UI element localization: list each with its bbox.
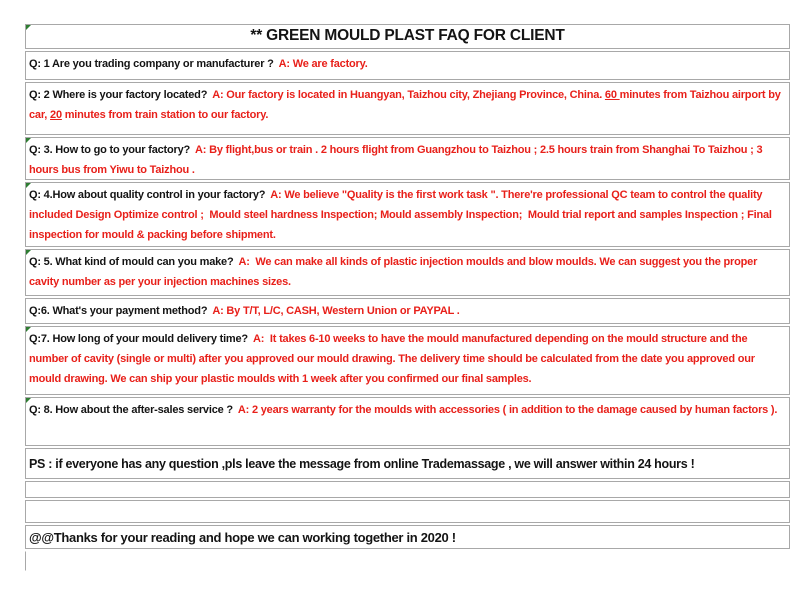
empty-cell-1[interactable] (25, 481, 790, 498)
faq-row-q6[interactable] (25, 298, 790, 324)
answer-segment: minutes from Taizhou airport by car, (29, 89, 784, 121)
cell-flag-icon (26, 183, 31, 188)
closing-cell[interactable] (25, 525, 790, 549)
title-cell[interactable] (25, 24, 790, 49)
question-text: Q: 4.How about quality control in your factory? (29, 189, 266, 201)
answer-text: A: By flight,bus or train . 2 hours flight from Guangzhou to Taizhou ; 2.5 hours train from Shanghai To Taizhou ; 3 hours bus from Yiwu to Taizhou . (29, 144, 766, 176)
question-text: Q: 2 Where is your factory located? (29, 89, 208, 101)
question-text: Q:7. How long of your mould delivery time? (29, 333, 248, 345)
cell-flag-icon (26, 327, 31, 332)
closing-text: @@Thanks for your reading and hope we can working together in 2020 ! (29, 530, 456, 545)
faq-row-q2[interactable] (25, 82, 790, 135)
question-text: Q: 8. How about the after-sales service ? (29, 404, 233, 416)
faq-row-q1[interactable] (25, 51, 790, 80)
answer-text: A: By T/T, L/C, CASH, Western Union or PAYPAL . (212, 305, 460, 317)
empty-cell-3[interactable] (25, 551, 790, 571)
question-text: Q: 1 Are you trading company or manufacturer ? (29, 58, 274, 70)
answer-text: A: We believe "Quality is the first work task ". There're professional QC team to control the quality included Design Optimize control ; Mould steel hardness Inspection; Mould assembly Inspection; Mould trial report and samples Inspection ; Final inspection for mould & packing before shipment. (29, 189, 775, 241)
faq-row-q3[interactable] (25, 137, 790, 180)
faq-row-q5[interactable] (25, 249, 790, 296)
answer-text: A: We can make all kinds of plastic injection moulds and blow moulds. We can suggest you the proper cavity number as per your injection machines sizes. (29, 256, 761, 288)
cell-flag-icon (26, 250, 31, 255)
cell-flag-icon (26, 25, 31, 30)
answer-text: A: It takes 6-10 weeks to have the mould manufactured depending on the mould structure and the number of cavity (single or multi) after you approved our mould drawing. The delivery time should be calculated from the date you approved our mould drawing. We can ship your plastic moulds with 1 week after you confirmed our final samples. (29, 333, 758, 385)
faq-sheet (25, 24, 790, 573)
answer-segment-underlined: 20 (50, 109, 62, 121)
page-title: ** GREEN MOULD PLAST FAQ FOR CLIENT (250, 27, 565, 44)
answer-segment-underlined: 60 (604, 89, 620, 101)
ps-cell[interactable] (25, 448, 790, 479)
answer-text: A: 2 years warranty for the moulds with accessories ( in addition to the damage caused by human factors ). (237, 404, 778, 416)
question-text: Q:6. What's your payment method? (29, 305, 208, 317)
answer-segment: minutes from train station to our factory. (61, 109, 269, 121)
faq-row-q7[interactable] (25, 326, 790, 395)
ps-text: PS : if everyone has any question ,pls leave the message from online Trademassage , we will answer within 24 hours ! (29, 457, 695, 471)
cell-flag-icon (26, 138, 31, 143)
faq-row-q8[interactable] (25, 397, 790, 446)
faq-row-q4[interactable] (25, 182, 790, 247)
empty-cell-2[interactable] (25, 500, 790, 523)
question-text: Q: 5. What kind of mould can you make? (29, 256, 234, 268)
answer-text: A: We are factory. (278, 58, 368, 70)
cell-flag-icon (26, 398, 31, 403)
question-text: Q: 3. How to go to your factory? (29, 144, 191, 156)
answer-segment: A: Our factory is located in Huangyan, Taizhou city, Zhejiang Province, China. (212, 89, 605, 101)
